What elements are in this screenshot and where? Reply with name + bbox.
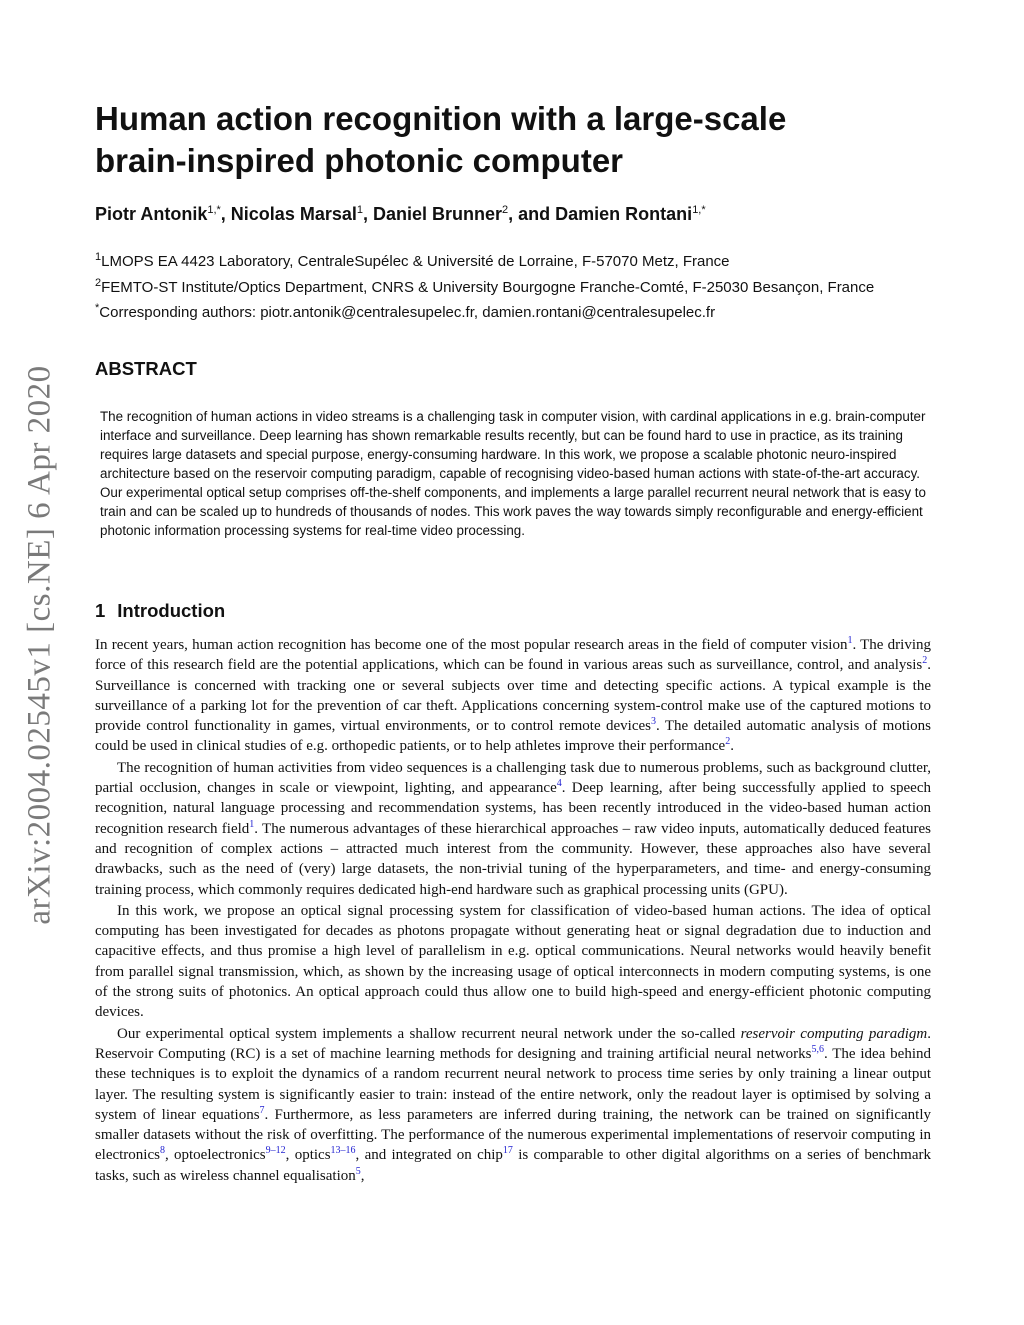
paragraph-text: In recent years, human action recognition has become one of the most popular research areas in the field of computer vision	[95, 637, 848, 653]
corresponding-text: Corresponding authors: piotr.antonik@centralesupelec.fr, damien.rontani@centralesupelec.fr	[99, 304, 716, 321]
author-name: , and Damien Rontani	[508, 204, 693, 224]
paragraph-text: , optics	[285, 1147, 331, 1164]
citation-link[interactable]: 8	[159, 1145, 165, 1157]
citation-link[interactable]: 1	[249, 818, 255, 830]
paragraph-text: is comparable to other digital algorithms on a series of benchmark tasks, such as wireless channel equalisation	[95, 1147, 931, 1184]
citation-link[interactable]: 17	[502, 1145, 513, 1157]
affiliation-text: FEMTO-ST Institute/Optics Department, CNRS & University Bourgogne Franche-Comté, F-25030 Besançon, France	[101, 278, 875, 296]
section-body	[95, 635, 931, 1186]
citation-link[interactable]: 5	[355, 1165, 361, 1177]
author-name: Piotr Antonik	[95, 204, 208, 224]
citation-link[interactable]: 3	[650, 716, 656, 728]
paragraph-text: The recognition of human activities from video sequences is a challenging task due to numerous problems, such as background clutter, partial occlusion, changes in scale or viewpoint, lighting, and appearance	[95, 759, 931, 797]
author-name: , Nicolas Marsal	[220, 204, 357, 224]
paragraph-text: Our experimental optical system implements a shallow recurrent neural network under the so-called	[117, 1025, 741, 1042]
citation-link[interactable]: 9–12	[265, 1145, 286, 1157]
section-title: Introduction	[117, 600, 226, 621]
emphasized-term: reservoir computing paradigm	[740, 1025, 928, 1042]
section-heading	[95, 600, 225, 622]
author-affiliation-mark: 1,*	[692, 204, 706, 216]
title-line-1: Human action recognition with a large-scale	[95, 100, 787, 137]
affiliation-1	[95, 247, 925, 273]
paragraph-3: In this work, we propose an optical signal processing system for classification of video-based human actions. The idea of optical computing has been investigated for decades as photons propagate without generating heat or signal degradation due to induction and capacitive effects, and thus promise a high level of parallelism in e.g. optical communications. Neural networks would heavily benefit from parallel signal transmission, which, as shown by the increasing usage of optical interconnects in modern computing systems, is one of the strong suits of photonics. An optical approach could thus allow one to build high-speed and energy-efficient photonic computing devices.	[95, 902, 931, 1021]
paragraph-text: . Furthermore, as less parameters are inferred during training, the network can be trained on significantly smaller datasets without the risk of overfitting. The performance of the numerous experimental implementations of reservoir computing in electronics	[95, 1106, 931, 1164]
paragraph-text: . The numerous advantages of these hierarchical approaches – raw video inputs, automatically deduced features and recognition of complex actions – attracted much interest from the community. However, these approaches also have several drawbacks, such as the need of (very) large datasets, the non-trivial tuning of the hyperparameters, and time- and energy-consuming training process, which commonly requires dedicated high-end hardware such as graphical processing units (GPU).	[95, 820, 931, 898]
author-name: , Daniel Brunner	[363, 204, 503, 224]
paragraph-text: ,	[360, 1167, 365, 1184]
paragraph-4	[95, 1024, 931, 1186]
affiliation-mark: 2	[95, 276, 102, 289]
section-number: 1	[95, 600, 106, 621]
paragraph-text: . Reservoir Computing (RC) is a set of machine learning methods for designing and training artificial neural networks	[95, 1025, 931, 1062]
paper-title	[95, 98, 915, 182]
paragraph-text: . Surveillance is concerned with tracking one or several subjects over time and detecting specific actions. A typical example is the surveillance of a parking lot for the prevention of car theft. Applications concerning system-control make use of the captured motions to provide control functionality in games, virtual environments, or to control remote devices	[95, 657, 931, 735]
paragraph-1	[95, 635, 931, 757]
abstract-text: The recognition of human actions in video streams is a challenging task in computer vision, with cardinal applications in e.g. brain-computer interface and surveillance. Deep learning has shown remarkable results recently, but can be found hard to use in practice, as its training requires large datasets and special purpose, energy-consuming hardware. In this work, we propose a scalable photonic neuro-inspired architecture based on the reservoir computing paradigm, capable of recognising video-based human actions with state-of-the-art accuracy. Our experimental optical setup comprises off-the-shelf components, and implements a large parallel recurrent neural network that is easy to train and can be scaled up to hundreds of thousands of nodes. This work paves the way towards simply reconfigurable and energy-efficient photonic information processing systems for real-time video processing.	[100, 409, 926, 538]
citation-link[interactable]: 5,6	[811, 1043, 824, 1055]
citation-link[interactable]: 2	[725, 736, 731, 748]
affiliation-text: LMOPS EA 4423 Laboratory, CentraleSupélec & Université de Lorraine, F-57070 Metz, France	[101, 253, 730, 270]
author-affiliation-mark: 1	[356, 204, 363, 216]
paragraph-text: . The detailed automatic analysis of motions could be used in clinical studies of e.g. orthopedic patients, or to help athletes improve their performance	[95, 718, 931, 755]
author-list	[95, 198, 955, 226]
citation-link[interactable]: 4	[556, 778, 562, 790]
title-line-2: brain-inspired photonic computer	[95, 142, 624, 179]
paragraph-text: , and integrated on chip	[355, 1147, 503, 1164]
citation-link[interactable]: 1	[847, 635, 853, 646]
citation-link[interactable]: 13–16	[330, 1145, 356, 1157]
paragraph-text: , optoelectronics	[164, 1147, 266, 1164]
paragraph-text: . Deep learning, after being successfully applied to speech recognition, natural language processing and recommendation systems, has been recently introduced in the video-based human action recognition research field	[95, 780, 931, 837]
abstract-heading: ABSTRACT	[95, 358, 197, 379]
affiliations	[95, 247, 925, 324]
paragraph-text: .	[730, 738, 734, 755]
affiliation-2	[95, 273, 925, 299]
affiliation-mark: 1	[95, 251, 102, 263]
citation-link[interactable]: 2	[922, 655, 928, 667]
author-affiliation-mark: 1,*	[207, 204, 221, 216]
paragraph-text: . The idea behind these techniques is to exploit the dynamics of a random recurrent neural network to process time series by only training a linear output layer. The resulting system is significantly easier to train: instead of the entire network, only the readout layer is optimised by solving a system of linear equations	[95, 1045, 931, 1123]
arxiv-identifier-stamp: arXiv:2004.02545v1 [cs.NE] 6 Apr 2020	[21, 365, 58, 925]
author-affiliation-mark: 2	[502, 204, 509, 216]
corresponding-authors	[95, 298, 925, 324]
corresponding-mark: *	[95, 302, 100, 314]
paragraph-text: . The driving force of this research field are the potential applications, which can be found in various areas such as surveillance, control, and analysis	[95, 637, 931, 674]
citation-link[interactable]: 7	[259, 1104, 265, 1116]
paragraph-2	[95, 758, 931, 900]
